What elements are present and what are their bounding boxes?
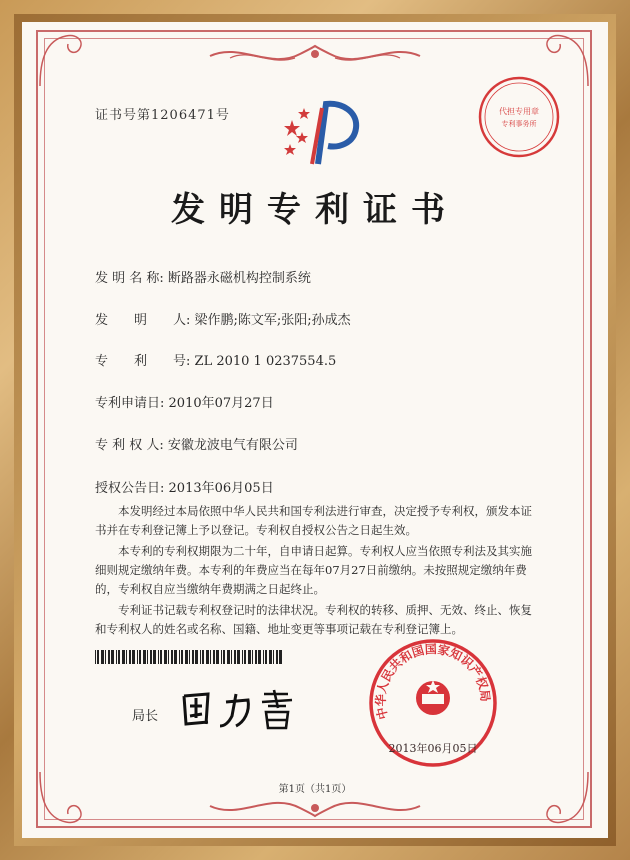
barcode-bar [179, 650, 180, 664]
barcode-bar [269, 650, 272, 664]
field-label: 专利申请日: [95, 396, 165, 411]
svg-text:专利事务所: 专利事务所 [501, 120, 537, 128]
corner-ornament-bottom-right [532, 768, 592, 828]
barcode-bar [111, 650, 114, 664]
barcode-bar [223, 650, 225, 664]
barcode-bar [252, 650, 253, 664]
field-patentee [95, 434, 298, 453]
barcode-bar [258, 650, 261, 664]
field-label: 发 明 名 称: [95, 271, 164, 286]
barcode-bar [244, 650, 246, 664]
barcode-bar [213, 650, 215, 664]
field-value: 安徽龙波电气有限公司 [167, 438, 298, 453]
field-grant-date [95, 477, 274, 496]
barcode-bar [234, 650, 236, 664]
barcode-bar [137, 650, 138, 664]
barcode-bar [237, 650, 240, 664]
barcode-bar [210, 650, 211, 664]
barcode-bar [221, 650, 222, 664]
barcode-bar [192, 650, 194, 664]
barcode-bar [273, 650, 274, 664]
barcode-bar [276, 650, 278, 664]
barcode-bar [105, 650, 106, 664]
field-patent-number [95, 350, 336, 369]
barcode-bar [164, 650, 167, 664]
barcode-bar [129, 650, 131, 664]
director-signature [178, 686, 308, 734]
barcode-bar [185, 650, 188, 664]
barcode-bar [231, 650, 232, 664]
barcode-bar [216, 650, 219, 664]
seal-date: 2013年06月05日 [388, 742, 478, 755]
field-invention-name [95, 267, 311, 286]
svg-text:代担专用章: 代担专用章 [499, 107, 539, 116]
barcode-bar [255, 650, 257, 664]
page-footer: 第1页（共1页） [278, 784, 352, 795]
barcode-bar [189, 650, 190, 664]
seal-text: 中华人民共和国国家知识产权局 [373, 642, 493, 721]
barcode-bar [101, 650, 104, 664]
field-label: 发 明 人: [95, 313, 191, 328]
body-paragraph: 专利证书记载专利权登记时的法律状况。专利权的转移、质押、无效、终止、恢复和专利权人的姓名或名称、国籍、地址变更等事项记载在专利登记簿上。 [95, 603, 532, 636]
barcode-bar [248, 650, 251, 664]
barcode-bar [174, 650, 177, 664]
field-value: 2010年07月27日 [168, 396, 274, 411]
field-application-date [95, 392, 274, 411]
agency-stamp [476, 74, 562, 160]
barcode-bar [122, 650, 125, 664]
corner-ornament-top-left [36, 30, 96, 90]
official-seal [366, 636, 500, 770]
barcode-bar [139, 650, 141, 664]
barcode-bar [181, 650, 183, 664]
field-inventors [95, 309, 351, 328]
barcode-bar [158, 650, 159, 664]
barcode-bar [206, 650, 209, 664]
certificate-title: 发明专利证书 [171, 190, 459, 230]
barcode-bar [195, 650, 198, 664]
barcode [95, 650, 285, 664]
barcode-bar [160, 650, 162, 664]
barcode-bar [147, 650, 148, 664]
barcode-bar [242, 650, 243, 664]
barcode-bar [118, 650, 120, 664]
body-paragraph: 本专利的专利权期限为二十年，自申请日起算。专利权人应当依照专利法及其实施细则规定缴纳年费。本专利的年费应当在每年07月27日前缴纳。未按照规定缴纳年费的，专利权自应当缴纳年费期满之日起终止。 [95, 544, 532, 596]
barcode-bar [153, 650, 156, 664]
corner-ornament-bottom-left [36, 768, 96, 828]
barcode-bar [265, 650, 267, 664]
field-value: 梁作鹏;陈文军;张阳;孙成杰 [194, 313, 351, 328]
patent-office-logo [282, 98, 362, 168]
barcode-bar [171, 650, 173, 664]
field-label: 授权公告日: [95, 481, 165, 496]
certificate-body [95, 502, 535, 641]
barcode-bar [132, 650, 135, 664]
certificate-number: 证书号第1206471号 [95, 108, 230, 123]
barcode-bar [202, 650, 204, 664]
barcode-bar [227, 650, 230, 664]
field-value: 2013年06月05日 [168, 481, 274, 496]
field-value: 断路器永磁机构控制系统 [167, 271, 311, 286]
barcode-bar [263, 650, 264, 664]
barcode-bar [168, 650, 169, 664]
barcode-bar [279, 650, 282, 664]
field-label: 专 利 权 人: [95, 438, 164, 453]
barcode-bar [97, 650, 99, 664]
barcode-bar [200, 650, 201, 664]
barcode-bar [126, 650, 127, 664]
top-ornament [200, 40, 430, 72]
barcode-bar [95, 650, 96, 664]
field-label: 专 利 号: [95, 354, 191, 369]
barcode-bar [108, 650, 110, 664]
barcode-bar [143, 650, 146, 664]
barcode-bar [150, 650, 152, 664]
director-label: 局长 [132, 709, 159, 724]
body-paragraph: 本发明经过本局依照中华人民共和国专利法进行审查，决定授予专利权，颁发本证书并在专利登记簿上予以登记。专利权自授权公告之日起生效。 [95, 504, 532, 537]
field-value: ZL 2010 1 0237554.5 [194, 354, 337, 369]
barcode-bar [116, 650, 117, 664]
